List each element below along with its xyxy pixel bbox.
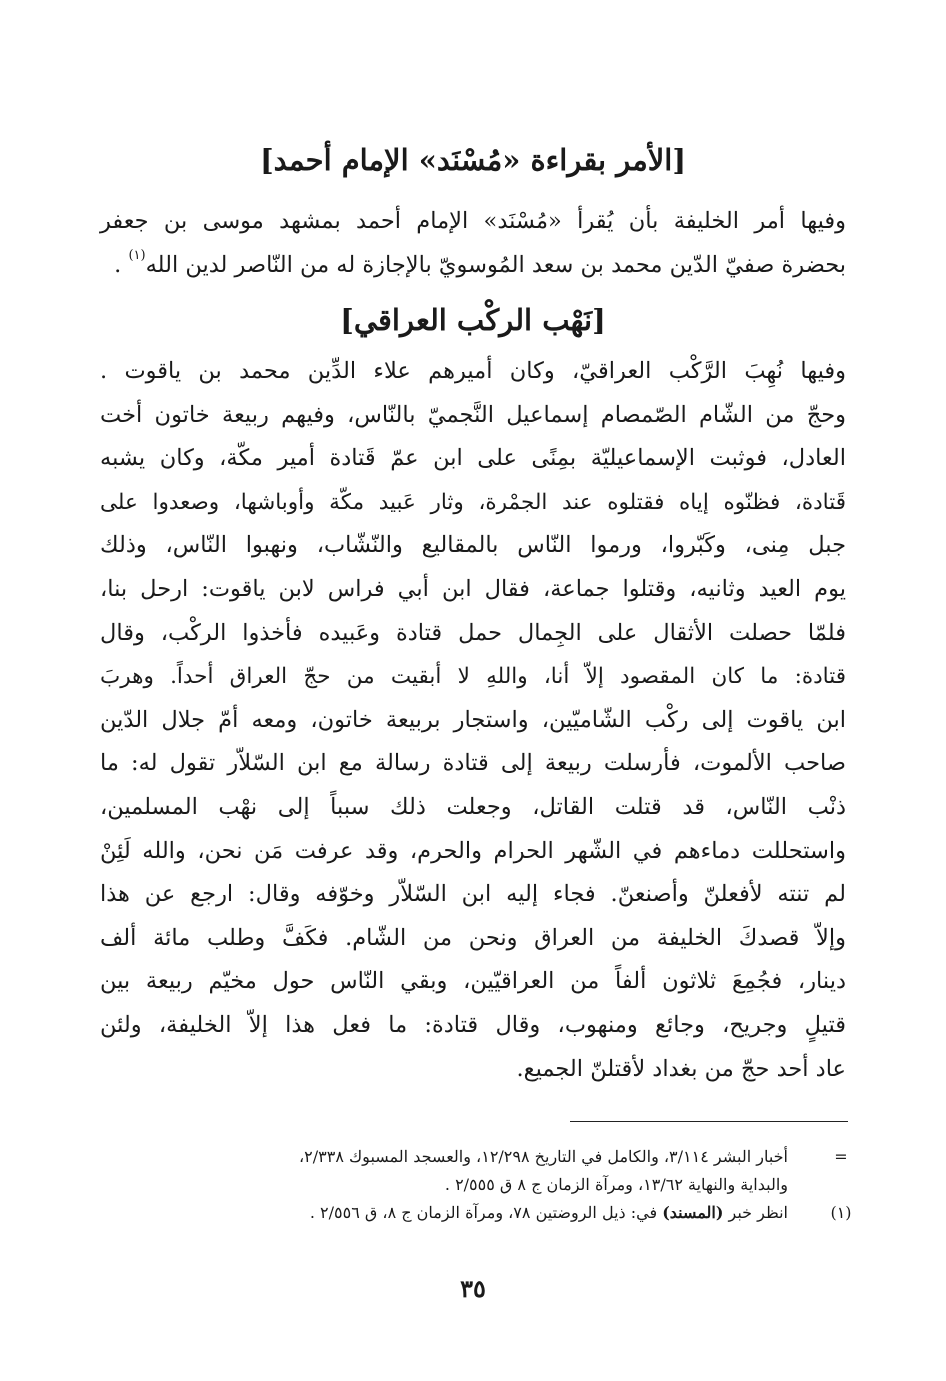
- text-line: [100, 244, 846, 288]
- text-line: قتادة: ما كان المقصود إلاّ أنا، واللهِ لا أبقيت من حجّ العراق أحداً. وهربَ: [100, 664, 846, 690]
- footnote-marker: (١): [830, 1203, 852, 1222]
- footnote-reference[interactable]: (١): [128, 248, 146, 264]
- section-heading-musnad-reading: [الأمر بقراءة «مُسْنَد» الإمام أحمد]: [259, 143, 687, 177]
- footnote-text-part: انظر خبر: [723, 1203, 788, 1222]
- page-number: ٣٥: [460, 1274, 486, 1303]
- footnotes: [100, 1142, 852, 1228]
- footnote-marker: =: [834, 1147, 848, 1166]
- text-line: قَتادة، فظنّوه إياه فقتلوه عند الجمْرة، وثار عَبيد مكّة وأوباشها، وصعدوا على: [100, 489, 846, 515]
- text-line: وفيها نُهِبَ الرَّكْب العراقيّ، وكان أميرهم علاء الدِّين محمد بن ياقوت .: [100, 358, 846, 384]
- footnote-bold-term: (المسند): [662, 1203, 724, 1222]
- footnote-text: والبداية والنهاية ١٣/٦٢، ومرآة الزمان ج ٨ ق ٢/٥٥٥ .: [444, 1175, 788, 1194]
- footnote-continued-line: [100, 1172, 846, 1198]
- text-line: وحجّ من الشّام الصّمصام إسماعيل النَّجميّ بالنّاس، وفيهم ربيعة خاتون أخت: [100, 401, 846, 428]
- line-end-mark: .: [114, 251, 129, 278]
- text-line: واستحللت دماءهم في الشّهر الحرام والحرم، وقد عرفت مَن نحن، والله لَئِنْ: [100, 837, 846, 864]
- section-heading-iraqi-caravan: [نَهْب الركْب العراقي]: [340, 303, 606, 337]
- text-line: ابن ياقوت إلى ركْب الشّاميّين، واستجار بربيعة خاتون، ومعه أمّ جلال الدّين: [100, 706, 846, 733]
- footnote-text: [310, 1198, 788, 1228]
- text-line: يوم العيد وثانيه، وقتلوا جماعة، فقال ابن أبي فراس لابن ياقوت: ارحل بنا،: [100, 575, 846, 602]
- footnote-text-part: في: ذيل الروضتين ٧٨، ومرآة الزمان ج ٨، ق ٢/٥٥٦ .: [309, 1203, 663, 1222]
- text-line: وإلاّ قصدكَ الخليفة من العراق ونحن من الشّام. فكَفَّ وطلب مائة ألف: [100, 924, 846, 951]
- paragraph-iraqi-caravan: [100, 350, 846, 1091]
- text-line-content: بحضرة صفيّ الدّين محمد بن سعد المُوسويّ بالإجازة له من النّاصر لدين الله: [145, 251, 846, 278]
- text-line: وفيها أمر الخليفة بأن يُقرأ «مُسْنَد» الإمام أحمد بمشهد موسى بن جعفر: [100, 208, 846, 234]
- footnote-continued: [100, 1142, 846, 1172]
- text-line: العادل، فوثبت الإسماعيليّة بمِنًى على ابن عمّ قَتادة أمير مكّة، وكان يشبه: [100, 445, 846, 472]
- text-line: ذنْب النّاس، قد قتلت القاتل، وجعلت ذلك سبباً إلى نهْب المسلمين،: [100, 793, 846, 820]
- text-line: فلمّا حصلت الأثقال على الجِمال حمل قتادة وعَبيده فأخذوا الركْب، وقال: [100, 619, 846, 646]
- text-line: لم تنته لأفعلنّ وأصنعنّ. فجاء إليه ابن السّلاّر وخوّفه وقال: ارجع عن هذا: [100, 881, 846, 908]
- text-line: جبل مِنى، وكَبّروا، ورموا النّاس بالمقاليع والنّشّاب، ونهبوا النّاس، وذلك: [100, 532, 846, 559]
- footnote-1: [100, 1198, 852, 1228]
- footnote-text: أخبار البشر ٣/١١٤، والكامل في التاريخ ١٢/٢٩٨، والعسجد المسبوك ٢/٣٣٨،: [298, 1147, 788, 1166]
- footnote-separator: [570, 1121, 848, 1122]
- text-line: عاد أحد حجّ من بغداد لأقتلنّ الجميع.: [516, 1055, 846, 1082]
- text-line: صاحب الألموت، فأرسلت ربيعة إلى قتادة رسالة مع ابن السّلاّر تقول له: ما: [100, 750, 846, 777]
- paragraph-musnad-reading: [100, 200, 846, 287]
- text-line: قتيلٍ وجريح، وجائع ومنهوب، وقال قتادة: ما فعل هذا إلاّ الخليفة، ولئن: [100, 1011, 846, 1038]
- text-line: دينار، فجُمِعَ ثلاثون ألفاً من العراقيّين، وبقي النّاس حول مخيّم ربيعة بين: [100, 968, 846, 995]
